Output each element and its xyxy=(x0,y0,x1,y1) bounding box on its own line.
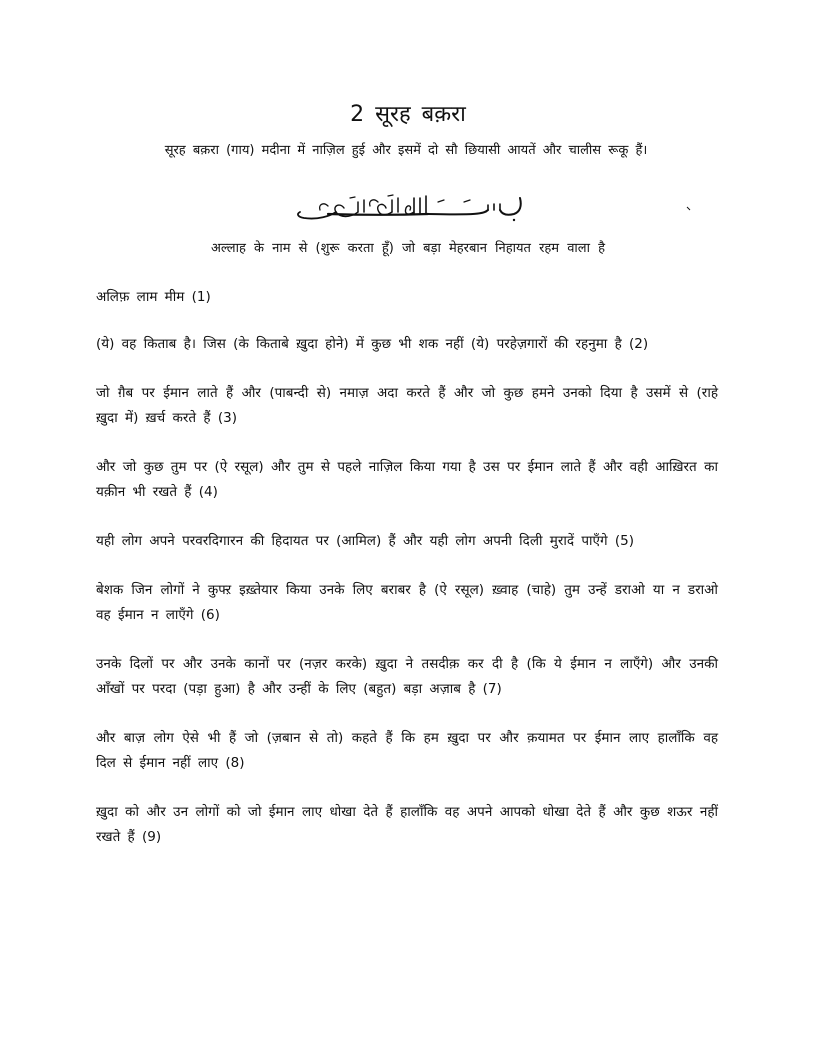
verse-3: जो ग़ैब पर ईमान लाते हैं और (पाबन्दी से) नमाज़ अदा करते हैं और जो कुछ हमने उनको दिया है उसमें से (राहे ख़ुदा में) ख़र्च करते हैं (3) xyxy=(96,385,718,426)
bismillah-arabic: بِسْمِ اللّٰهِ الرَّحْمٰنِ الرَّحِيْمِ xyxy=(288,192,299,193)
surah-intro: सूरह बक़रा (गाय) मदीना में नाज़िल हुई और इसमें दो सौ छियासी आयतें और चालीस रूकू हैं। xyxy=(164,143,648,158)
verse-list xyxy=(96,285,718,874)
verse-7: उनके दिलों पर और उनके कानों पर (नज़र करके) ख़ुदा ने तसदीक़ कर दी है (कि ये ईमान न लाएँगे) और उनकी आँखों पर परदा (पड़ा हुआ) है और उन्हीं के लिए (बहुत) बड़ा अज़ाब है (7) xyxy=(96,656,718,697)
verse-5: यही लोग अपने परवरदिगारन की हिदायत पर (आमिल) हैं और यही लोग अपनी दिली मुरादें पाएँगे (5) xyxy=(96,533,634,549)
bismillah-translation: अल्लाह के नाम से (शुरू करता हूँ) जो बड़ा मेहरबान निहायत रहम वाला है xyxy=(210,241,606,256)
verse-9: ख़ुदा को और उन लोगों को जो ईमान लाए धोखा देते हैं हालाँकि वह अपने आपको धोखा देते हैं और कुछ शऊर नहीं रखते हैं (9) xyxy=(96,804,718,845)
verse-6: बेशक जिन लोगों ने कुफ्ऱ इख़्तेयार किया उनके लिए बराबर है (ऐ रसूल) ख़्वाह (चाहे) तुम उन्हें डराओ या न डराओ वह ईमान न लाएँगे (6) xyxy=(96,582,718,623)
surah-title: 2 सूरह बक़रा xyxy=(350,102,466,127)
verse-2: (ये) वह किताब है। जिस (के किताबे ख़ुदा होने) में कुछ भी शक नहीं (ये) परहेज़गारों की रहनुमा है (2) xyxy=(96,336,649,352)
verse-8: और बाज़ लोग ऐसे भी हैं जो (ज़बान से तो) कहते हैं कि हम ख़ुदा पर और क़यामत पर ईमान लाए हालाँकि वह दिल से ईमान नहीं लाए (8) xyxy=(96,730,718,771)
verse-4: और जो कुछ तुम पर (ऐ रसूल) और तुम से पहले नाज़िल किया गया है उस पर ईमान लाते हैं और वही आख़िरत का यक़ीन भी रखते हैं (4) xyxy=(96,459,718,500)
stray-mark xyxy=(686,206,692,212)
verse-1: अलिफ़ लाम मीम (1) xyxy=(96,289,211,305)
bismillah-calligraphy xyxy=(288,192,532,226)
